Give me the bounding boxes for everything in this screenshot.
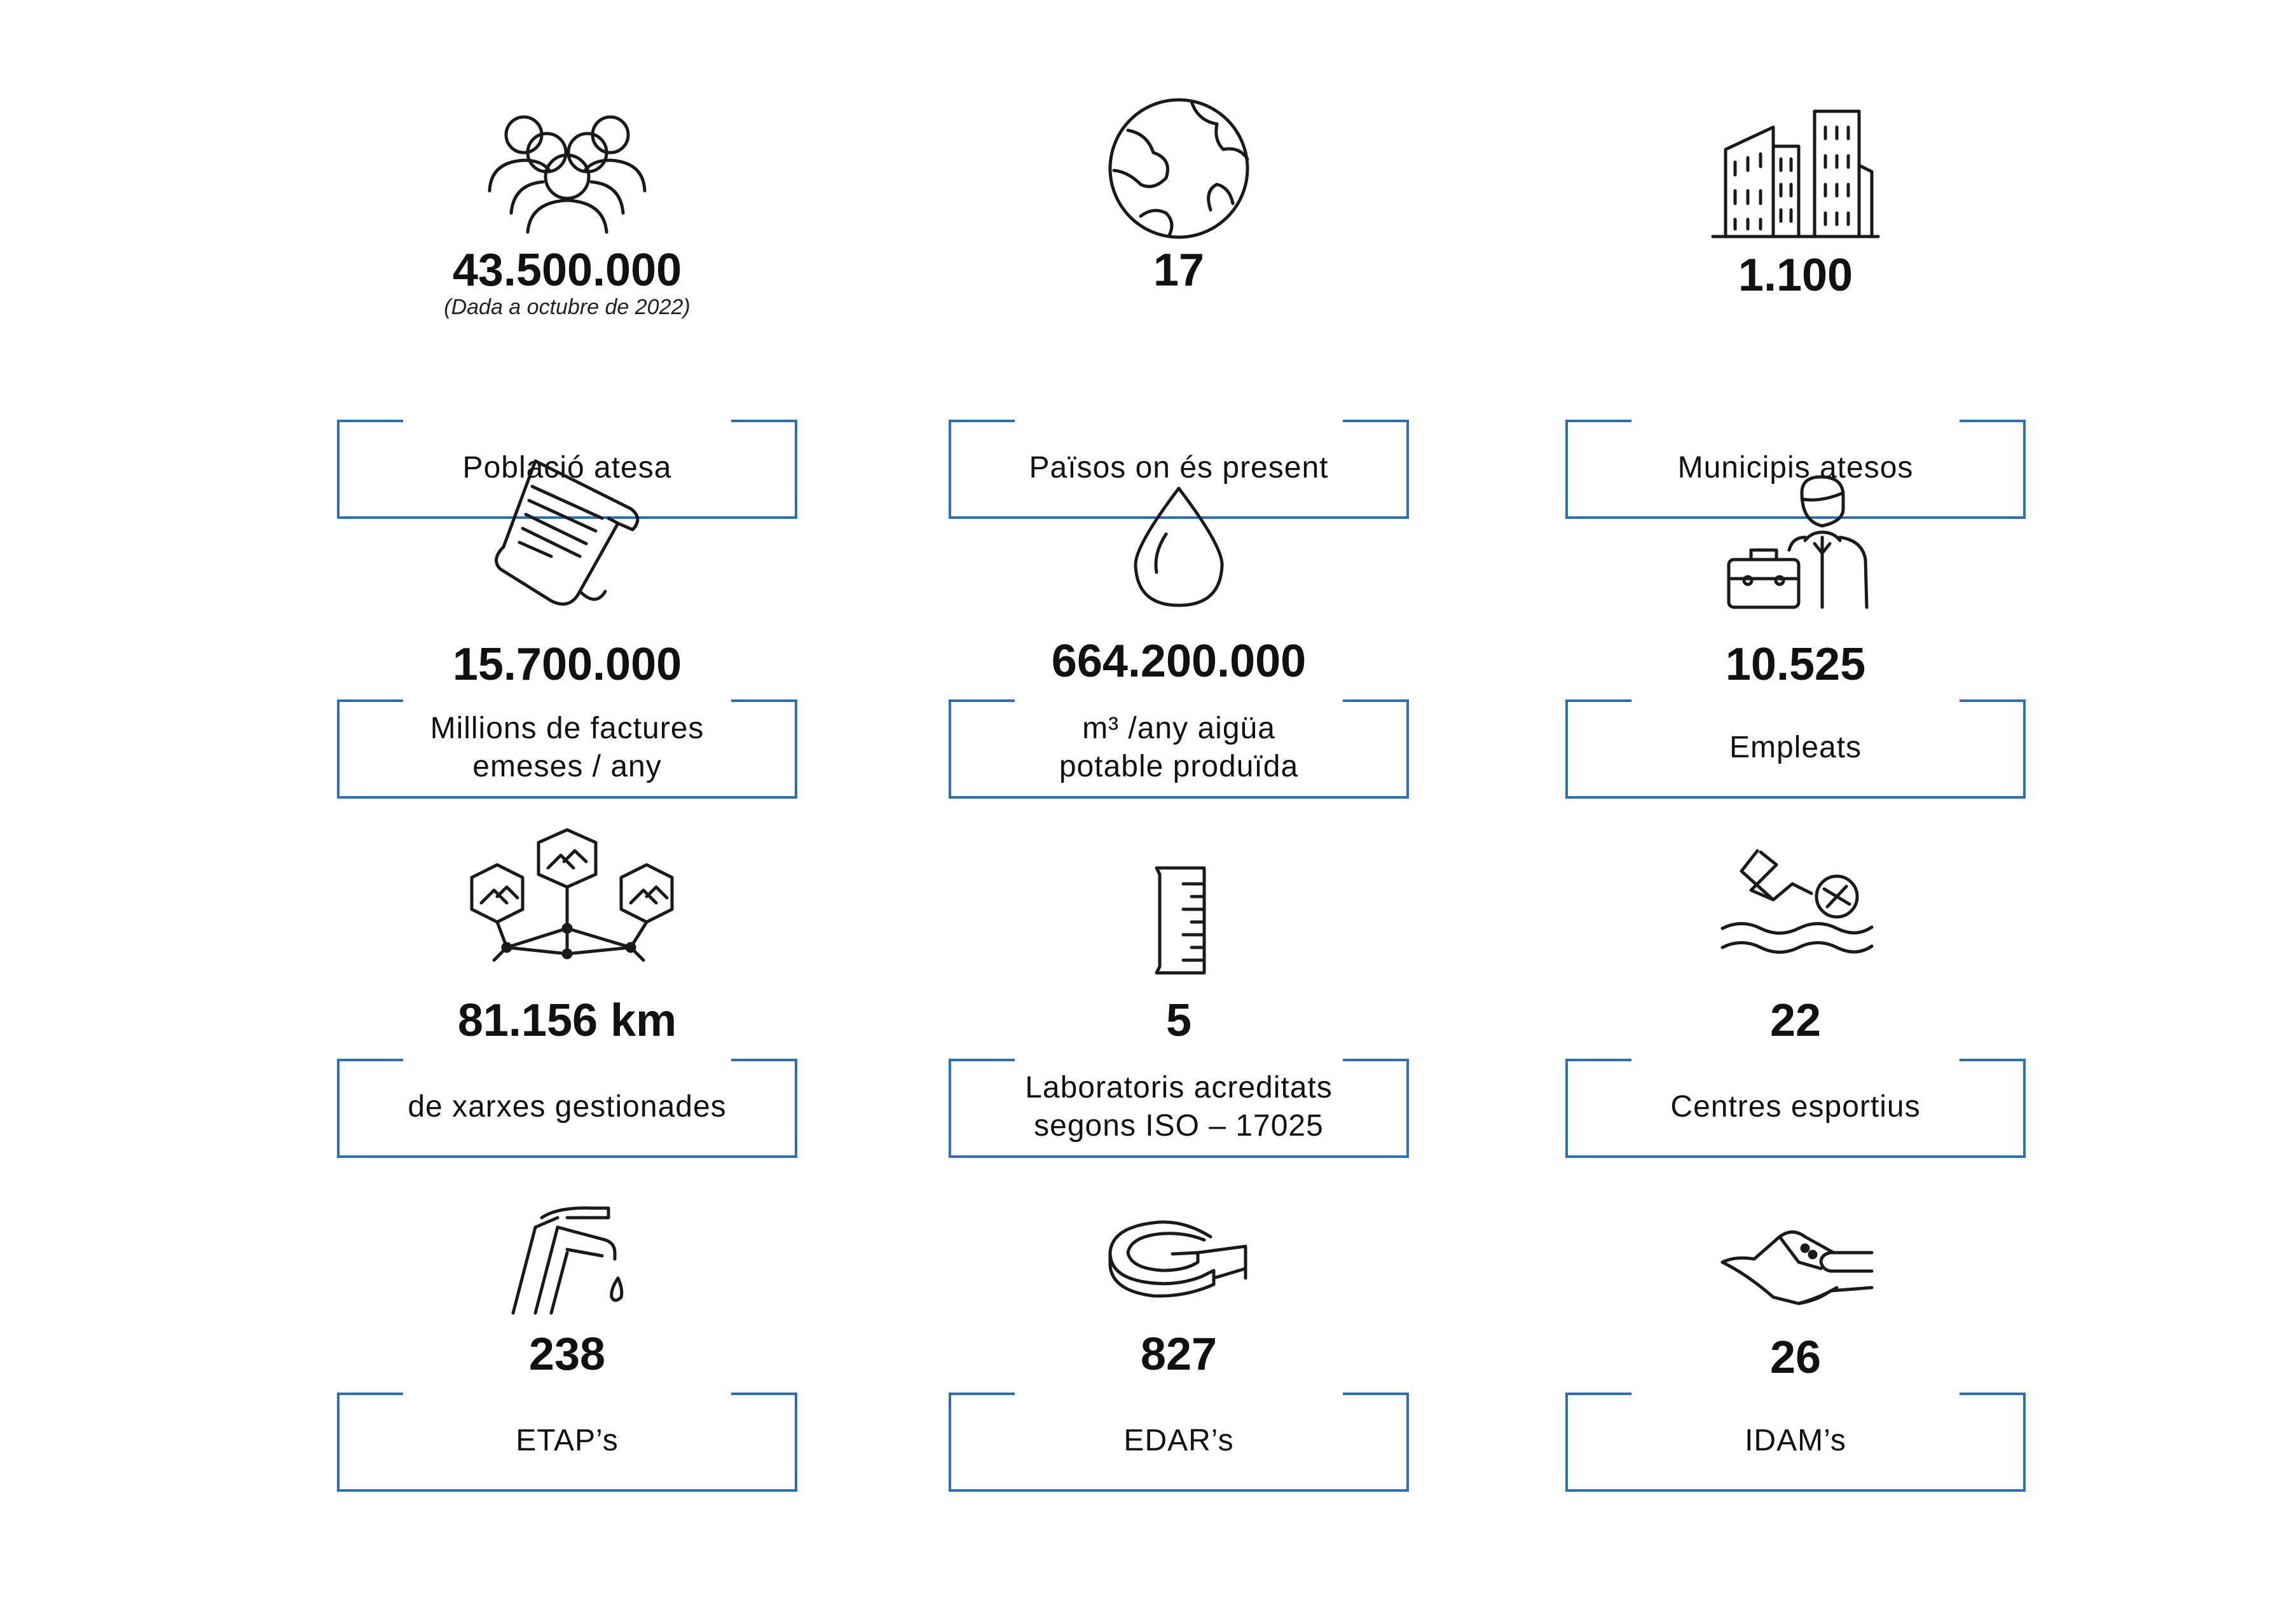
stat-label: m³ /any aigüa potable produïda — [1059, 712, 1299, 783]
label-box — [949, 699, 1409, 799]
stat-value: 26 — [1769, 1332, 1822, 1383]
treatment-plant-icon — [1102, 1215, 1255, 1310]
swimmer-icon — [1716, 846, 1875, 967]
stat-label: Centres esportius — [1670, 1090, 1921, 1124]
stat-note: (Dada a octubre de 2022) — [444, 295, 690, 319]
hand-desalination-icon — [1716, 1218, 1875, 1313]
stat-value: 10.525 — [1725, 639, 1866, 690]
stat-label: IDAM’s — [1745, 1424, 1846, 1457]
water-drop-icon — [1128, 483, 1230, 610]
stat-value: 827 — [1140, 1329, 1218, 1380]
stat-label: EDAR’s — [1123, 1424, 1234, 1457]
stat-value: 5 — [1165, 995, 1192, 1046]
label-box — [1565, 1059, 2026, 1158]
people-group-icon — [472, 102, 663, 235]
stat-label: Població atesa — [462, 451, 672, 485]
label-box — [337, 699, 797, 799]
employee-briefcase-icon — [1719, 474, 1872, 620]
stat-label: ETAP’s — [516, 1424, 619, 1457]
stat-label: Municipis atesos — [1677, 451, 1914, 485]
globe-icon — [1102, 95, 1255, 242]
stat-value: 22 — [1769, 995, 1822, 1046]
stat-label: Laboratoris acreditats segons ISO – 17025 — [1025, 1071, 1333, 1143]
stat-value: 238 — [528, 1329, 606, 1380]
stat-label: de xarxes gestionades — [408, 1090, 727, 1124]
label-box — [949, 1059, 1409, 1158]
stat-value: 17 — [1153, 245, 1205, 296]
label-box — [1565, 699, 2026, 799]
network-houses-icon — [434, 827, 701, 967]
stat-label: Empleats — [1729, 731, 1862, 764]
stat-label: Països on és present — [1029, 451, 1329, 485]
stat-value: 43.500.000 — [452, 245, 682, 296]
label-box — [337, 1393, 797, 1492]
stat-value: 81.156 km — [457, 995, 677, 1046]
water-tap-icon — [497, 1202, 637, 1316]
buildings-icon — [1710, 102, 1881, 242]
label-box — [949, 1393, 1409, 1492]
stat-value: 1.100 — [1738, 250, 1853, 301]
label-box — [1565, 1393, 2026, 1492]
stat-value: 15.700.000 — [452, 639, 682, 690]
graduated-cylinder-icon — [1144, 865, 1214, 979]
stat-value: 664.200.000 — [1051, 636, 1307, 687]
invoice-scroll-icon — [488, 455, 647, 620]
stat-label: Millions de factures emeses / any — [430, 712, 704, 783]
label-box — [337, 1059, 797, 1158]
